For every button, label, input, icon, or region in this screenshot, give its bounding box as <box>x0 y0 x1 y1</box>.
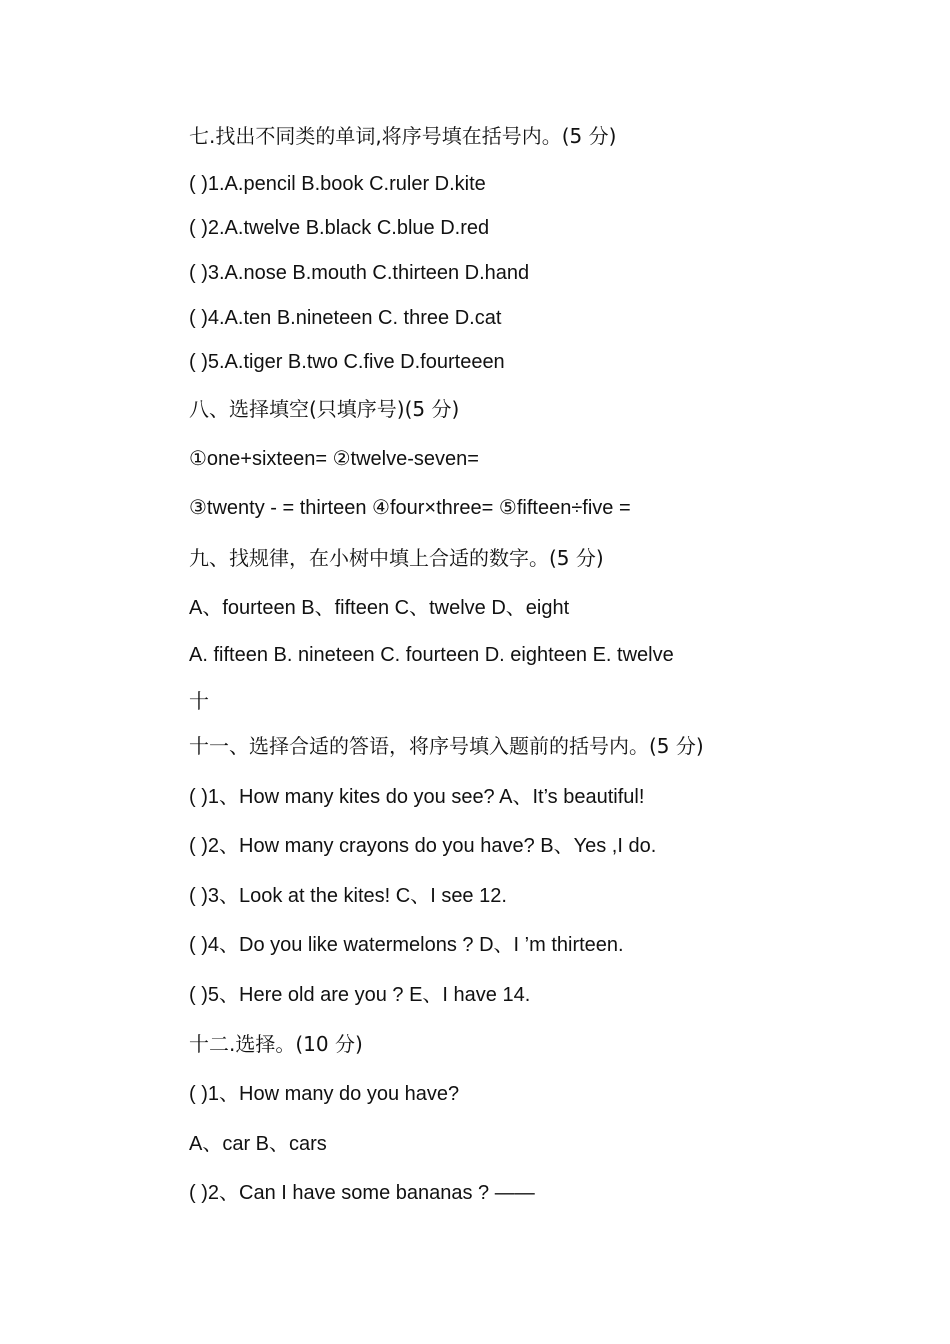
question-line: ( )2.A.twelve B.black C.blue D.red <box>189 217 490 239</box>
question-line: ( )2、How many crayons do you have? B、Yes ,I do. <box>189 835 657 857</box>
question-line: ( )1、How many kites do you see? A、It’s beautiful! <box>189 786 645 808</box>
question-line: ( )2、Can I have some bananas ? —— <box>189 1182 535 1204</box>
section-12-title: 十二.选择。(10 分) <box>189 1032 363 1056</box>
question-line: ①one+sixteen= ②twelve-seven= <box>189 448 479 470</box>
answer-options-line: A、car B、cars <box>189 1133 327 1155</box>
section-10-title: 十 <box>189 689 209 713</box>
question-line: ( )1.A.pencil B.book C.ruler D.kite <box>189 173 486 195</box>
question-line: A、fourteen B、fifteen C、twelve D、eight <box>189 597 570 619</box>
question-line: ( )3、Look at the kites! C、I see 12. <box>189 885 507 907</box>
question-line: ( )4、Do you like watermelons ? D、I ’m thirteen. <box>189 934 624 956</box>
question-line: ( )5.A.tiger B.two C.five D.fourteeen <box>189 351 505 373</box>
question-line: ③twenty - = thirteen ④four×three= ⑤fifteen÷five = <box>189 497 631 519</box>
question-line: ( )1、How many do you have? <box>189 1083 460 1105</box>
question-line: A. fifteen B. nineteen C. fourteen D. eighteen E. twelve <box>189 644 674 666</box>
section-8-title: 八、选择填空(只填序号)(5 分) <box>189 397 460 421</box>
question-line: ( )5、Here old are you ? E、I have 14. <box>189 984 531 1006</box>
question-line: ( )4.A.ten B.nineteen C. three D.cat <box>189 307 502 329</box>
section-7-title: 七.找出不同类的单词,将序号填在括号内。(5 分) <box>189 124 617 148</box>
section-9-title: 九、找规律，在小树中填上合适的数字。(5 分) <box>189 546 604 570</box>
question-line: ( )3.A.nose B.mouth C.thirteen D.hand <box>189 262 530 284</box>
section-11-title: 十一、选择合适的答语，将序号填入题前的括号内。(5 分) <box>189 734 704 758</box>
